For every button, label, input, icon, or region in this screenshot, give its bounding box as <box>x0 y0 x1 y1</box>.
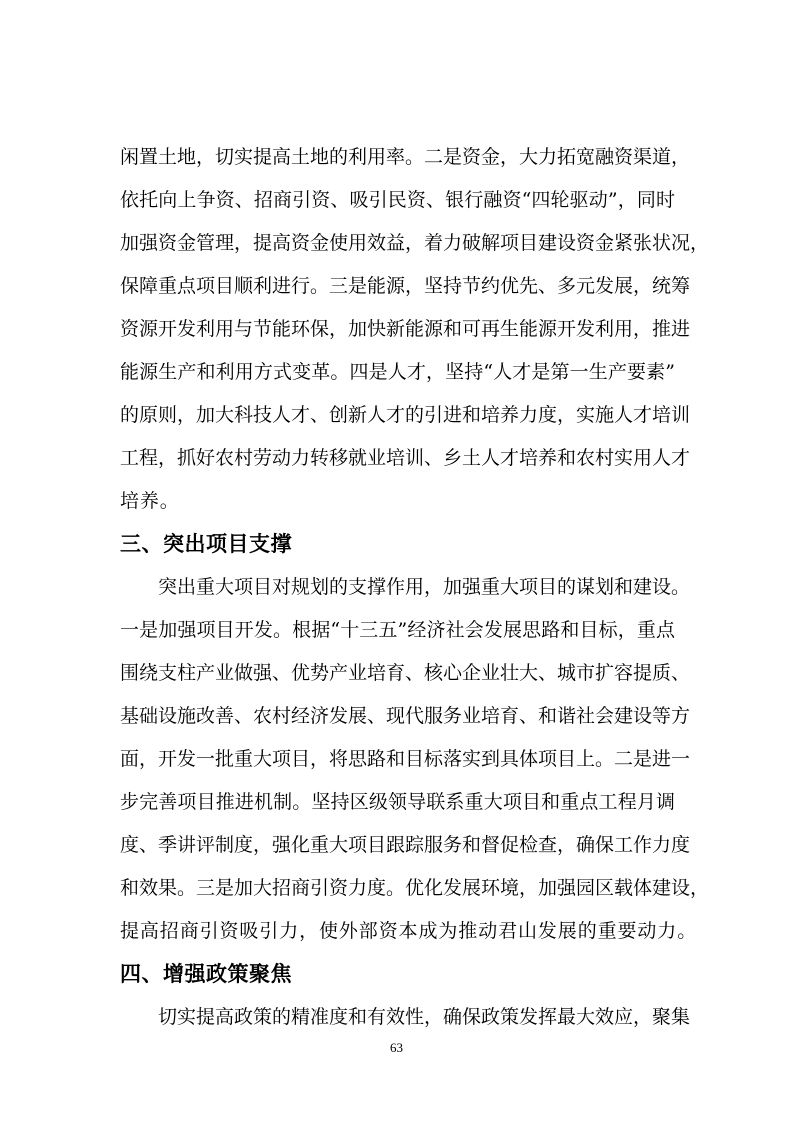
body-text-line: 的原则，加大科技人才、创新人才的引进和培养力度，实施人才培训 <box>120 404 691 426</box>
body-text-line: 闲置土地，切实提高土地的利用率。二是资金，大力拓宽融资渠道， <box>120 146 691 168</box>
body-text-line: 切实提高政策的精准度和有效性，确保政策发挥最大效应，聚集 <box>158 1006 691 1028</box>
body-text-line: 培养。 <box>120 490 180 512</box>
body-text-line: 能源生产和利用方式变革。四是人才，坚持“人才是第一生产要素” <box>120 361 675 383</box>
section-heading: 三、突出项目支撑 <box>120 532 292 556</box>
body-text-line: 保障重点项目顺利进行。三是能源，坚持节约优先、多元发展，统筹 <box>120 275 691 297</box>
section-heading: 四、增强政策聚焦 <box>120 962 292 986</box>
body-text-line: 加强资金管理，提高资金使用效益，着力破解项目建设资金紧张状况， <box>120 232 710 254</box>
body-text-line: 提高招商引资吸引力，使外部资本成为推动君山发展的重要动力。 <box>120 920 698 942</box>
body-text-line: 基础设施改善、农村经济发展、现代服务业培育、和谐社会建设等方 <box>120 705 691 727</box>
body-text-line: 步完善项目推进机制。坚持区级领导联系重大项目和重点工程月调 <box>120 791 675 813</box>
body-text-line: 面，开发一批重大项目，将思路和目标落实到具体项目上。二是进一 <box>120 748 691 770</box>
body-text-line: 度、季讲评制度，强化重大项目跟踪服务和督促检查，确保工作力度 <box>120 834 691 856</box>
body-text-line: 资源开发利用与节能环保，加快新能源和可再生能源开发利用，推进 <box>120 318 691 340</box>
body-text-line: 围绕支柱产业做强、优势产业培育、核心企业壮大、城市扩容提质、 <box>120 662 691 684</box>
body-text-line: 工程，抓好农村劳动力转移就业培训、乡土人才培养和农村实用人才 <box>120 447 691 469</box>
body-text-line: 突出重大项目对规划的支撑作用，加强重大项目的谋划和建设。 <box>158 576 691 598</box>
body-text-line: 和效果。三是加大招商引资力度。优化发展环境，加强园区载体建设， <box>120 877 710 899</box>
body-text-line: 一是加强项目开发。根据“十三五”经济社会发展思路和目标，重点 <box>120 619 675 641</box>
body-text-line: 依托向上争资、招商引资、吸引民资、银行融资“四轮驱动”，同时 <box>120 189 675 211</box>
page-number: 63 <box>390 1040 403 1055</box>
